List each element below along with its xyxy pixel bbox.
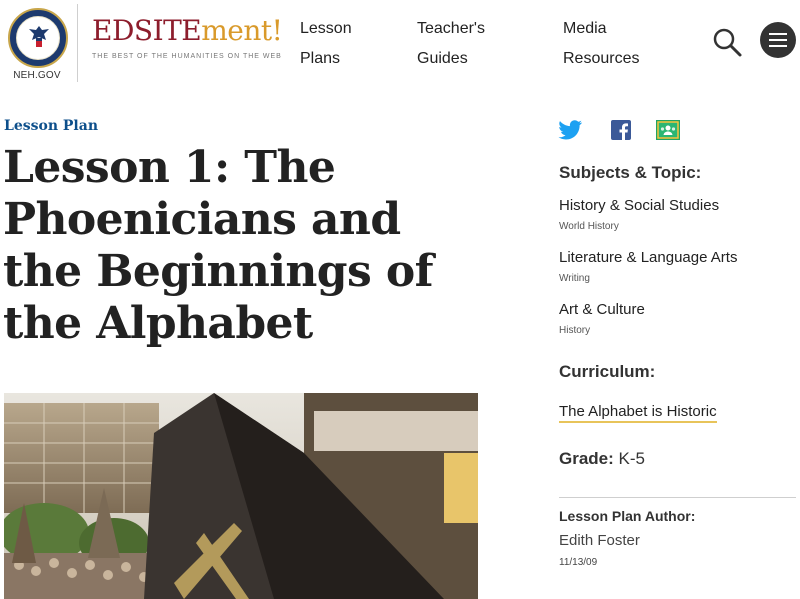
nav-lesson-plans[interactable] [300, 14, 380, 74]
subjects-heading: Subjects & Topic: [559, 163, 702, 182]
lesson-hero-image [4, 393, 478, 599]
search-icon[interactable] [711, 26, 743, 58]
topic-link[interactable]: History [559, 325, 591, 336]
content-type-label[interactable]: Lesson Plan [4, 118, 99, 134]
hamburger-menu-icon[interactable] [760, 22, 796, 58]
grade-label: Grade: [559, 449, 614, 468]
site-header [0, 0, 800, 88]
twitter-icon[interactable] [558, 118, 584, 142]
topic-link[interactable]: Writing [559, 273, 590, 284]
subject-link[interactable]: Art & Culture [559, 301, 645, 318]
nav-lesson-plans-line2: Plans [300, 50, 341, 67]
brand-secondary: ment! [201, 14, 283, 47]
facebook-icon[interactable] [608, 118, 634, 142]
subject-link[interactable]: Literature & Language Arts [559, 249, 738, 266]
curriculum-heading: Curriculum: [559, 362, 656, 381]
brand-tagline: THE BEST OF THE HUMANITIES ON THE WEB [92, 53, 282, 60]
author-date: 11/13/09 [559, 557, 598, 568]
subject-link[interactable]: History & Social Studies [559, 197, 720, 214]
nav-media-resources-line2: Resources [563, 50, 640, 67]
curriculum-link[interactable]: The Alphabet is Historic [559, 403, 717, 423]
neh-gov-label[interactable]: NEH.GOV [13, 70, 61, 81]
author-heading: Lesson Plan Author: [559, 508, 696, 524]
header-divider [77, 4, 78, 82]
brand-primary: EDSITE [92, 14, 202, 47]
google-classroom-icon[interactable] [655, 118, 681, 142]
nav-teachers-guides[interactable] [417, 14, 527, 74]
page-title: Lesson 1: The Phoenicians and the Beginnings of the Alphabet [3, 142, 433, 349]
nav-media-resources[interactable] [563, 14, 673, 74]
grade-info [559, 449, 645, 469]
topic-link[interactable]: World History [559, 221, 619, 232]
grade-value: K-5 [618, 449, 645, 468]
edsitement-logo[interactable] [92, 14, 282, 47]
author-name: Edith Foster [559, 532, 640, 549]
nav-teachers-guides-line2: Guides [417, 50, 468, 67]
neh-seal-icon[interactable] [8, 8, 68, 68]
nav-media-resources-line1: Media [563, 20, 607, 37]
nav-lesson-plans-line1: Lesson [300, 20, 352, 37]
nav-teachers-guides-line1: Teacher's [417, 20, 485, 37]
sidebar-divider [559, 497, 796, 498]
